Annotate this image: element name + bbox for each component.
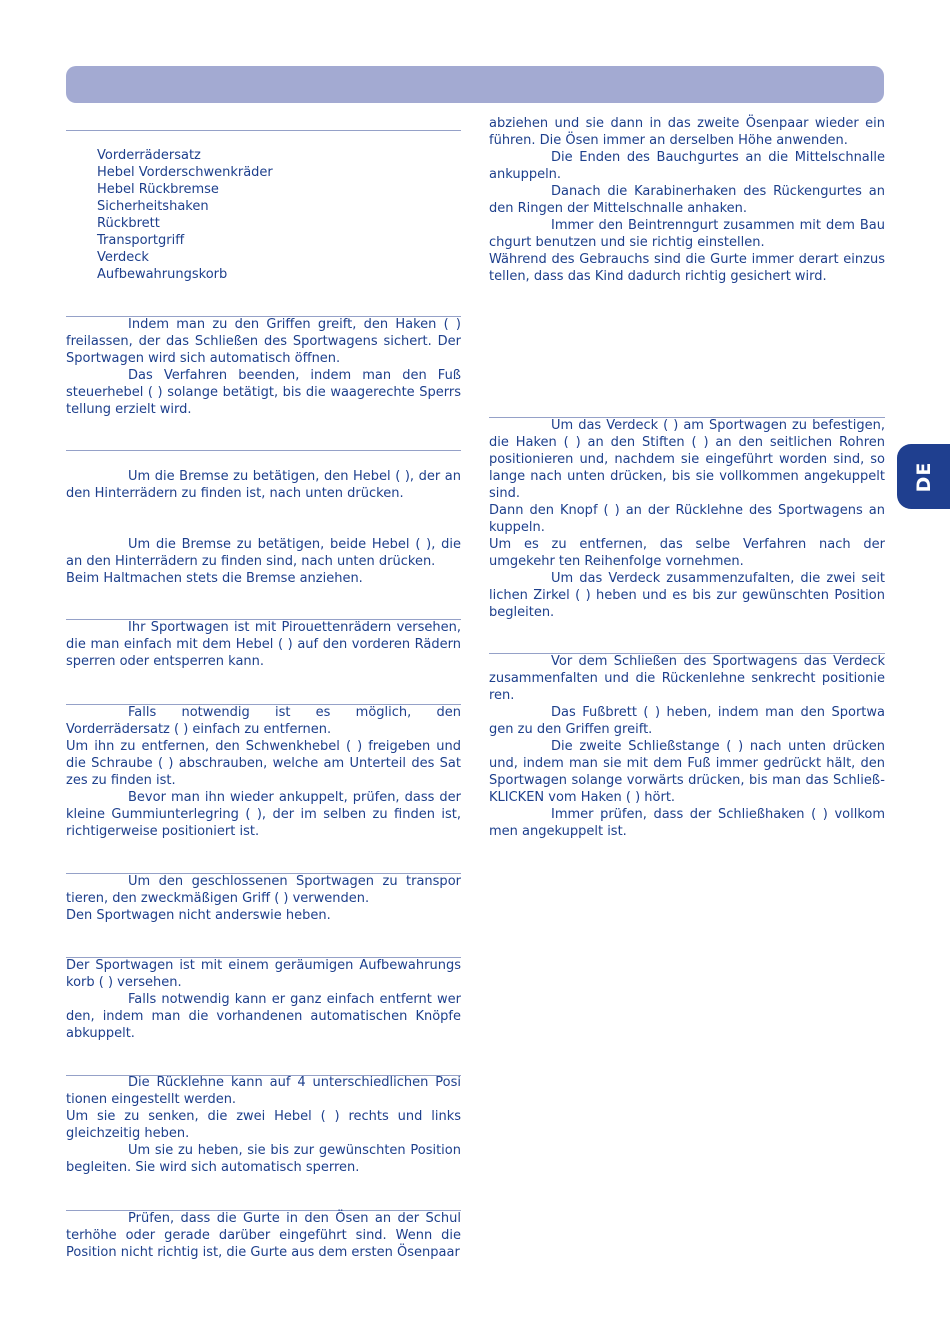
- parts-list: [97, 147, 273, 283]
- parts-list-item: Rückbrett: [97, 216, 160, 231]
- hood-paragraph: Um das Verdeck zusammenzufalten, die zwei seit lichen Zirkel ( ) heben und es bis zur gewünschten Position begleiten.: [489, 571, 885, 620]
- brake-section: [66, 468, 461, 502]
- closing-paragraph: Vor dem Schließen des Sportwagens das Verdeck zusammenfalten und die Rückenlehne senkrecht positionie ren.: [489, 654, 885, 703]
- header-bar: [66, 66, 884, 103]
- harness-section-continued: [489, 115, 885, 285]
- parts-list-item: Hebel Vorderschwenkräder: [97, 165, 273, 180]
- language-tab-label: DE: [912, 461, 935, 492]
- transport-paragraph: Den Sportwagen nicht anderswie heben.: [66, 908, 331, 923]
- parts-list-item: Vorderrädersatz: [97, 148, 201, 163]
- basket-paragraph: Falls notwendig kann er ganz einfach entfernt wer den, indem man die vorhandenen automatischen Knöpfe abkuppelt.: [66, 992, 461, 1041]
- backrest-paragraph: Die Rücklehne kann auf 4 unterschiedlichen Posi tionen eingestellt werden.: [66, 1075, 461, 1107]
- closing-paragraph: Die zweite Schließstange ( ) nach unten drücken und, indem man sie mit dem Fuß immer gedrückt hält, den Sportwagen solange vorwärts drücken, bis man das Schließ-KLICKEN vom Haken ( ) hört.: [489, 739, 885, 805]
- swivel-paragraph: Ihr Sportwagen ist mit Pirouettenrädern versehen, die man einfach mit dem Hebel ( ) auf den vorderen Rädern sperren oder entsperren kann.: [66, 620, 461, 669]
- harness-paragraph: Prüfen, dass die Gurte in den Ösen an der Schul terhöhe oder gerade darüber eingeführt sind. Wenn die Position nicht richtig ist, die Gurte aus dem ersten Ösenpaar: [66, 1211, 461, 1260]
- front-wheels-paragraph: Falls notwendig ist es möglich, den Vorderrädersatz ( ) einfach zu entfernen.: [66, 705, 461, 737]
- harness-section: [66, 1210, 461, 1261]
- brake-section-double: [66, 536, 461, 587]
- harness-paragraph: Immer den Beintrenngurt zusammen mit dem Bau chgurt benutzen und sie richtig einstellen.: [489, 218, 885, 250]
- transport-paragraph: Um den geschlossenen Sportwagen zu transpor tieren, den zweckmäßigen Griff ( ) verwenden.: [66, 874, 461, 906]
- section-rule: [66, 450, 461, 451]
- brake-paragraph: Um die Bremse zu betätigen, beide Hebel ( ), die an den Hinterrädern zu finden sind, nach unten drücken.: [66, 537, 461, 569]
- harness-paragraph: abziehen und sie dann in das zweite Ösenpaar wieder ein führen. Die Ösen immer an derselben Höhe anwenden.: [489, 116, 885, 148]
- parts-list-item: Transportgriff: [97, 233, 185, 248]
- hood-section: [489, 417, 885, 621]
- section-rule: [66, 130, 461, 131]
- backrest-section: [66, 1074, 461, 1176]
- closing-paragraph: Das Fußbrett ( ) heben, indem man den Sportwa gen zu den Griffen greift.: [489, 705, 885, 737]
- opening-paragraph: Das Verfahren beenden, indem man den Fuß steuerhebel ( ) solange betätigt, bis die waagerechte Sperrs tellung erzielt wird.: [66, 368, 461, 417]
- opening-paragraph: Indem man zu den Griffen greift, den Haken ( ) freilassen, der das Schließen des Sportwagens sichert. Der Sportwagen wird sich automatisch öffnen.: [66, 317, 461, 366]
- backrest-paragraph: Um sie zu heben, sie bis zur gewünschten Position begleiten. Sie wird sich automatisch sperren.: [66, 1143, 461, 1175]
- front-wheels-paragraph: Bevor man ihn wieder ankuppelt, prüfen, dass der kleine Gummiunterlegring ( ), der im selben zu finden ist, richtigerweise positioniert ist.: [66, 790, 461, 839]
- parts-list-item: Hebel Rückbremse: [97, 182, 219, 197]
- front-wheels-paragraph: Um ihn zu entfernen, den Schwenkhebel ( ) freigeben und die Schraube ( ) abschrauben, welche am Unterteil des Sat zes zu finden ist.: [66, 739, 461, 788]
- brake-paragraph: Um die Bremse zu betätigen, den Hebel ( ), der an den Hinterrädern zu finden ist, nach unten drücken.: [66, 469, 461, 501]
- basket-section: [66, 957, 461, 1042]
- backrest-paragraph: Um sie zu senken, die zwei Hebel ( ) rechts und links gleichzeitig heben.: [66, 1109, 461, 1141]
- harness-paragraph: Während des Gebrauchs sind die Gurte immer derart einzus tellen, dass das Kind dadurch richtig gesichert wird.: [489, 252, 885, 284]
- front-wheels-section: [66, 704, 461, 840]
- transport-section: [66, 873, 461, 924]
- closing-section: [489, 653, 885, 840]
- harness-paragraph: Danach die Karabinerhaken des Rückengurtes an den Ringen der Mittelschnalle anhaken.: [489, 184, 885, 216]
- parts-list-item: Aufbewahrungskorb: [97, 267, 228, 282]
- opening-section: [66, 316, 461, 418]
- language-tab[interactable]: [897, 444, 950, 509]
- basket-paragraph: Der Sportwagen ist mit einem geräumigen Aufbewahrungs korb ( ) versehen.: [66, 958, 461, 990]
- harness-paragraph: Die Enden des Bauchgurtes an die Mittelschnalle ankuppeln.: [489, 150, 885, 182]
- closing-paragraph: Immer prüfen, dass der Schließhaken ( ) vollkom men angekuppelt ist.: [489, 807, 885, 839]
- hood-paragraph: Um das Verdeck ( ) am Sportwagen zu befestigen, die Haken ( ) an den Stiften ( ) an den seitlichen Rohren positionieren und, nachdem sie eingeführt worden sind, so lange nach unten drücken, bis sie vollkommen angekuppelt sind.: [489, 418, 885, 501]
- swivel-section: [66, 619, 461, 670]
- parts-list-item: Verdeck: [97, 250, 149, 265]
- brake-paragraph: Beim Haltmachen stets die Bremse anziehen.: [66, 571, 363, 586]
- hood-paragraph: Dann den Knopf ( ) an der Rücklehne des Sportwagens an kuppeln.: [489, 503, 885, 535]
- hood-paragraph: Um es zu entfernen, das selbe Verfahren nach der umgekehr ten Reihenfolge vornehmen.: [489, 537, 885, 569]
- parts-list-item: Sicherheitshaken: [97, 199, 209, 214]
